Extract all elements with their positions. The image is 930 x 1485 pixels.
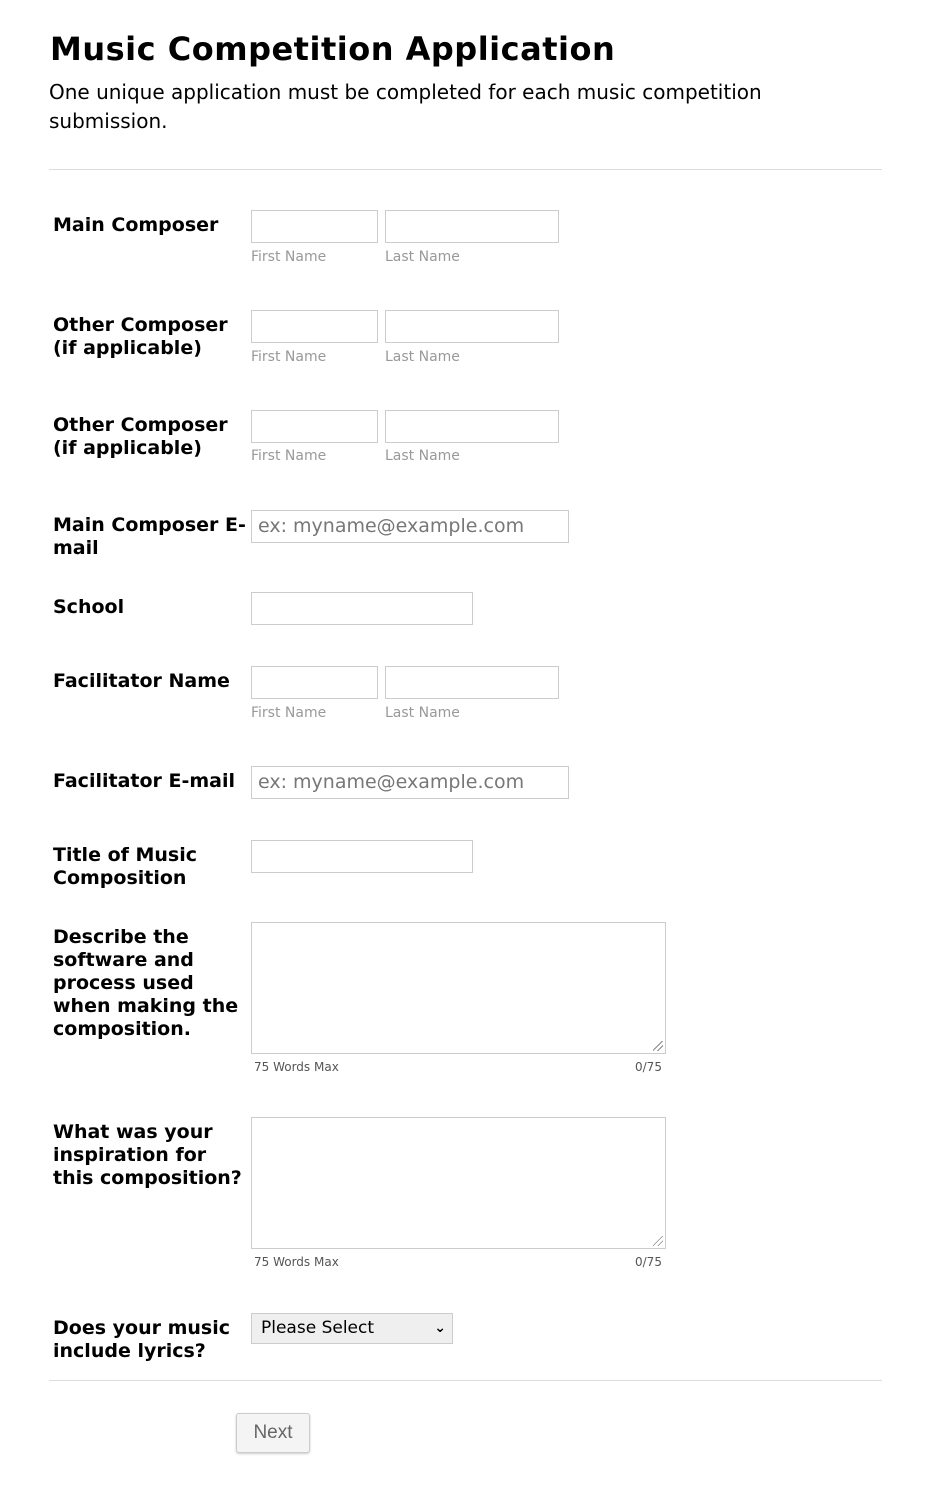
facilitator-last-name-input[interactable] <box>385 666 559 699</box>
main-composer-email-input[interactable]: ex: myname@example.com <box>251 510 569 543</box>
page-description: One unique application must be completed for each music competition submission. <box>49 80 762 133</box>
describe-process-textarea[interactable] <box>251 922 666 1054</box>
other-composer-1-last-name-input[interactable] <box>385 310 559 343</box>
last-name-sublabel: Last Name <box>385 705 460 721</box>
last-name-sublabel: Last Name <box>385 448 460 464</box>
composition-title-label: Title of Music Composition <box>53 844 198 889</box>
resize-handle-icon[interactable] <box>653 1236 663 1246</box>
next-button[interactable]: Next <box>236 1413 310 1453</box>
first-name-sublabel: First Name <box>251 249 327 265</box>
resize-handle-icon[interactable] <box>653 1041 663 1051</box>
school-input[interactable] <box>251 592 473 625</box>
word-counter: 0/75 <box>635 1255 662 1269</box>
main-composer-first-name-input[interactable] <box>251 210 378 243</box>
main-composer-last-name-input[interactable] <box>385 210 559 243</box>
other-composer-2-label: Other Composer (if applicable) <box>53 414 228 459</box>
facilitator-name-label: Facilitator Name <box>53 670 230 692</box>
school-label: School <box>53 596 125 618</box>
other-composer-1-label: Other Composer (if applicable) <box>53 314 228 359</box>
divider <box>49 169 882 170</box>
divider <box>49 1380 882 1381</box>
first-name-sublabel: First Name <box>251 448 327 464</box>
lyrics-label: Does your music include lyrics? <box>53 1317 230 1362</box>
last-name-sublabel: Last Name <box>385 349 460 365</box>
describe-process-label: Describe the software and process used when making the composition. <box>53 926 239 1040</box>
word-limit-note: 75 Words Max <box>254 1060 339 1074</box>
first-name-sublabel: First Name <box>251 705 327 721</box>
word-counter: 0/75 <box>635 1060 662 1074</box>
facilitator-first-name-input[interactable] <box>251 666 378 699</box>
word-limit-note: 75 Words Max <box>254 1255 339 1269</box>
other-composer-1-first-name-input[interactable] <box>251 310 378 343</box>
composition-title-input[interactable] <box>251 840 473 873</box>
chevron-down-icon: ⌄ <box>434 1320 446 1336</box>
other-composer-2-first-name-input[interactable] <box>251 410 378 443</box>
facilitator-email-input[interactable]: ex: myname@example.com <box>251 766 569 799</box>
lyrics-select[interactable] <box>251 1313 453 1344</box>
first-name-sublabel: First Name <box>251 349 327 365</box>
facilitator-email-label: Facilitator E-mail <box>53 770 236 792</box>
inspiration-label: What was your inspiration for this composition? <box>53 1121 242 1189</box>
page-title: Music Competition Application <box>50 30 616 68</box>
main-composer-email-label: Main Composer E-mail <box>53 514 246 559</box>
other-composer-2-last-name-input[interactable] <box>385 410 559 443</box>
inspiration-textarea[interactable] <box>251 1117 666 1249</box>
main-composer-label: Main Composer <box>53 214 219 236</box>
last-name-sublabel: Last Name <box>385 249 460 265</box>
lyrics-select-value: Please Select <box>261 1318 375 1338</box>
